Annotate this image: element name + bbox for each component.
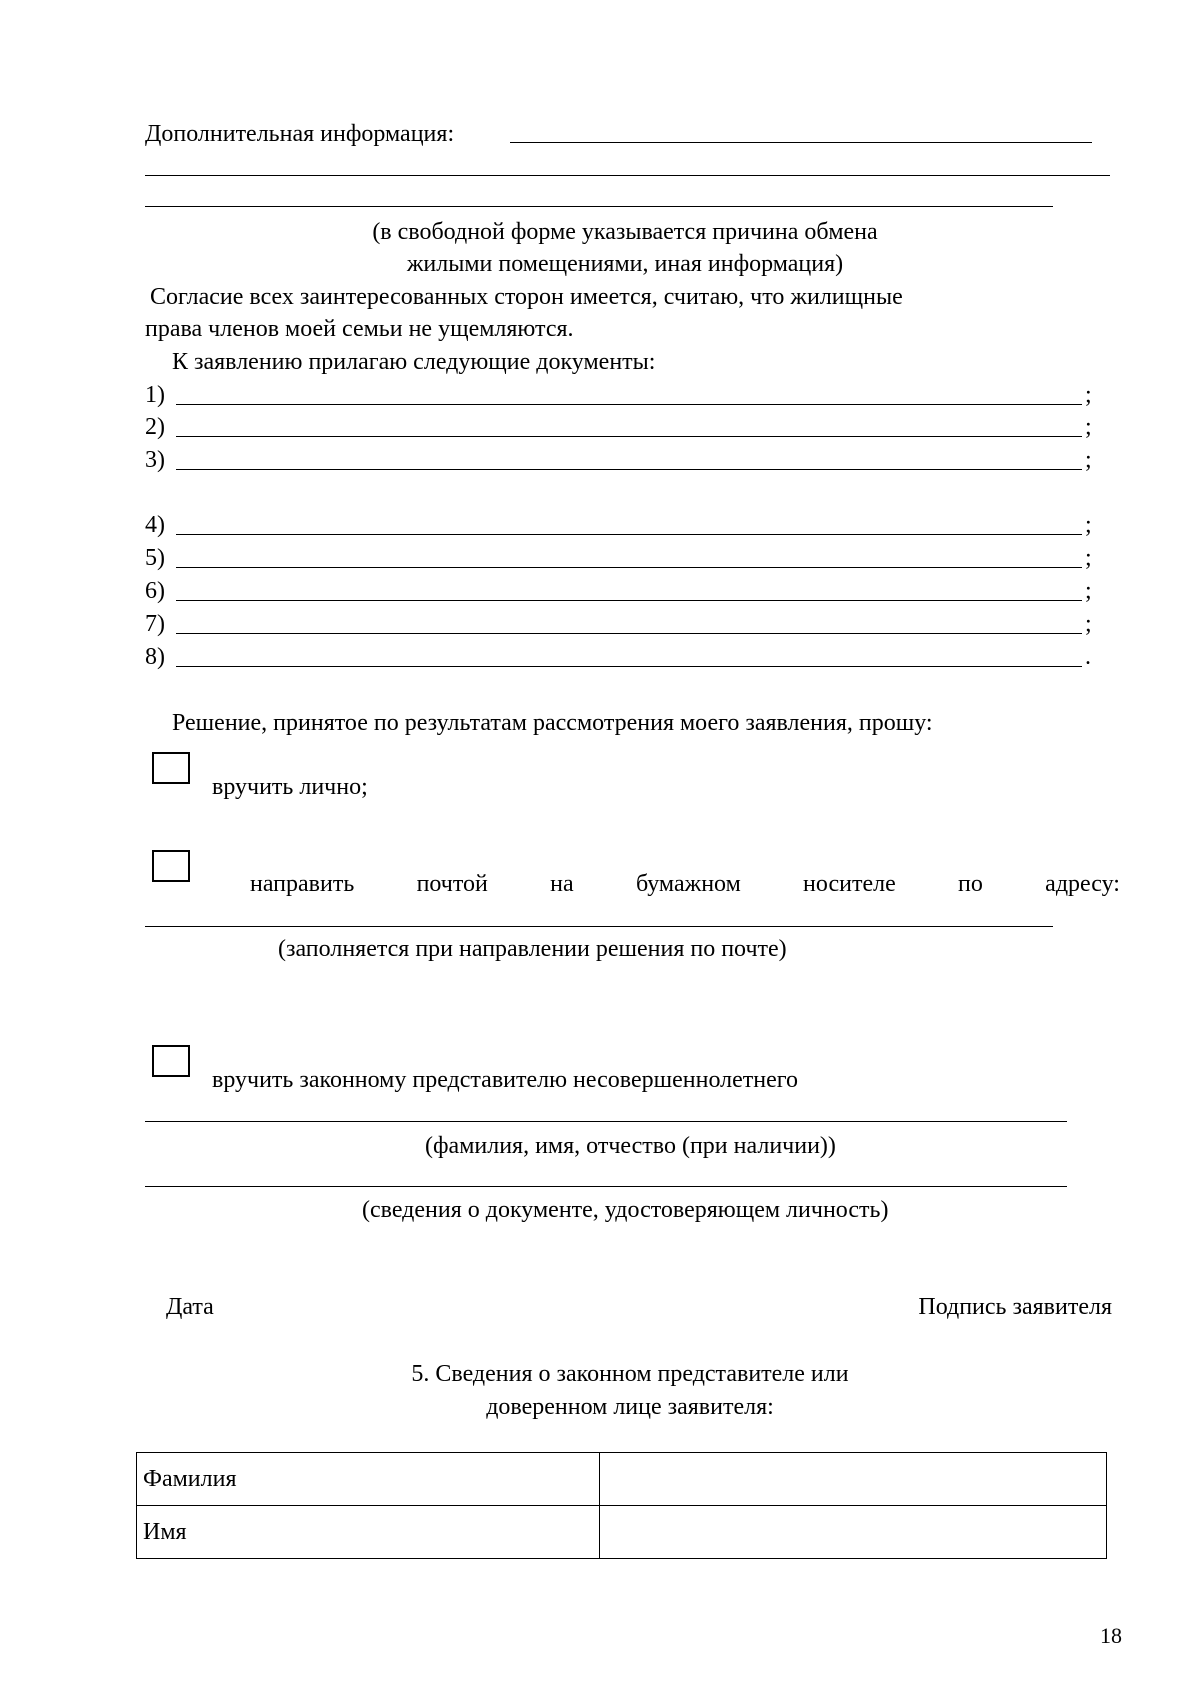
deliver-personally-label: вручить лично; [212,774,368,800]
attachment-number: 6) [145,578,165,604]
deliver-to-representative-label: вручить законному представителю несовершеннолетнего [212,1067,799,1093]
mail-word: носителе [803,871,896,897]
attachment-end: ; [1085,414,1092,440]
table-row [137,1506,1107,1559]
attachment-end: ; [1085,545,1092,571]
additional-info-hint-2: жилыми помещениями, иная информация) [406,251,844,277]
deliver-to-representative-checkbox[interactable] [152,1045,190,1077]
page-number: 18 [1100,1623,1122,1648]
attachment-end: ; [1085,578,1092,604]
surname-field[interactable] [600,1453,1107,1506]
attachment-line[interactable] [176,534,1082,535]
mail-word: почтой [416,871,488,897]
attachment-line[interactable] [176,666,1082,667]
send-by-mail-checkbox[interactable] [152,850,190,882]
attachment-end: . [1085,644,1091,670]
attachment-number: 8) [145,644,165,670]
mail-word: адресу: [1045,871,1120,897]
section-5-title-line-2: доверенном лице заявителя: [486,1394,774,1420]
additional-info-hint-1: (в свободной форме указывается причина обмена [372,219,878,245]
date-label: Дата [166,1294,214,1320]
attachment-line[interactable] [176,404,1082,405]
signature-label: Подпись заявителя [918,1294,1112,1320]
additional-info-line-3[interactable] [145,206,1053,207]
attachment-end: ; [1085,447,1092,473]
attachment-line[interactable] [176,600,1082,601]
send-by-mail-label [250,872,1120,896]
name-field[interactable] [600,1506,1107,1559]
name-label: Имя [137,1506,600,1559]
mail-word: по [958,871,983,897]
attachment-line[interactable] [176,567,1082,568]
mail-word: бумажном [635,871,741,897]
consent-text-line-2: права членов моей семьи не ущемляются. [145,316,574,342]
attachment-number: 1) [145,382,165,408]
attachment-number: 2) [145,414,165,440]
attachment-number: 7) [145,611,165,637]
attachment-number: 3) [145,447,165,473]
attachment-line[interactable] [176,436,1082,437]
representative-id-doc-line[interactable] [145,1186,1067,1187]
attachment-end: ; [1085,512,1092,538]
attachment-line[interactable] [176,469,1082,470]
attachment-end: ; [1085,382,1092,408]
additional-info-line-1[interactable] [510,142,1092,143]
mail-word: направить [250,871,355,897]
attachment-number: 5) [145,545,165,571]
additional-info-line-2[interactable] [145,175,1110,176]
table-row [137,1453,1107,1506]
attachment-end: ; [1085,611,1092,637]
consent-text-line-1: Согласие всех заинтересованных сторон имеется, считаю, что жилищные [150,284,903,310]
mail-address-hint: (заполняется при направлении решения по почте) [278,936,787,962]
representative-id-doc-hint: (сведения о документе, удостоверяющем личность) [362,1197,889,1223]
representative-table [136,1452,1107,1559]
attachment-line[interactable] [176,633,1082,634]
mail-address-line[interactable] [145,926,1053,927]
deliver-personally-checkbox[interactable] [152,752,190,784]
attachments-intro: К заявлению прилагаю следующие документы: [172,349,656,375]
representative-fio-line[interactable] [145,1121,1067,1122]
section-5-title-line-1: 5. Сведения о законном представителе или [411,1361,849,1387]
surname-label: Фамилия [137,1453,600,1506]
decision-intro: Решение, принятое по результатам рассмотрения моего заявления, прошу: [172,710,933,736]
attachment-number: 4) [145,512,165,538]
mail-word: на [550,871,574,897]
representative-fio-hint: (фамилия, имя, отчество (при наличии)) [425,1133,836,1159]
additional-info-label: Дополнительная информация: [145,121,455,147]
